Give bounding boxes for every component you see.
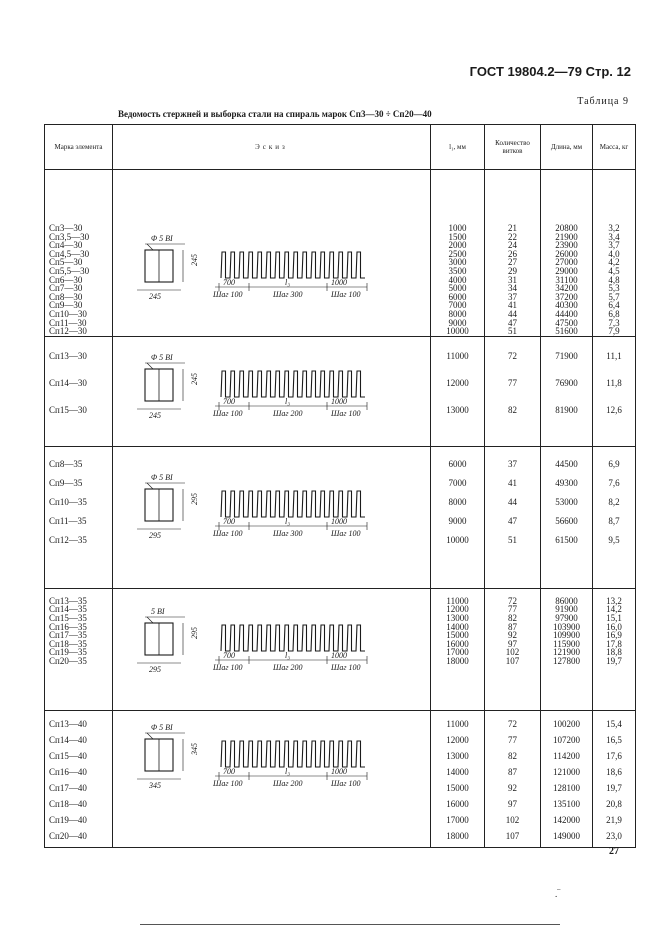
mass-value: 18,8 xyxy=(606,647,622,658)
mass-value: 16,9 xyxy=(606,630,622,641)
mass-value: 3,2 xyxy=(608,223,620,233)
sketch-cell xyxy=(113,446,431,588)
bar-diameter-label: 5 BI xyxy=(151,606,165,616)
turns-value: 82 xyxy=(508,612,517,623)
length-value: 97900 xyxy=(555,612,578,623)
l1-cell xyxy=(431,446,485,588)
mass-cell xyxy=(593,170,636,337)
length-value: 20800 xyxy=(555,223,578,233)
pitch-mid: Шаг 200 xyxy=(273,778,303,788)
l1-value: 10000 xyxy=(446,534,469,545)
mark-value: Сп13—40 xyxy=(49,718,87,729)
pitch-mid: Шаг 200 xyxy=(273,662,303,672)
mass-value: 16,0 xyxy=(606,621,622,632)
col-header-mark: Марка элемента xyxy=(45,125,113,170)
spiral-sketch xyxy=(113,447,431,587)
turns-value: 82 xyxy=(508,750,517,761)
mass-value: 4,8 xyxy=(608,274,620,285)
length-value: 29000 xyxy=(555,265,578,276)
cross-size-horizontal: 295 xyxy=(149,530,161,540)
turns-value: 92 xyxy=(508,630,517,641)
mass-value: 20,8 xyxy=(606,798,622,809)
turns-value: 44 xyxy=(508,308,517,319)
mark-value: Сп4,5—30 xyxy=(49,248,90,259)
mark-value: Сп13—35 xyxy=(49,595,87,606)
dim-mid: l₃ xyxy=(285,516,291,526)
mark-value: Сп7—30 xyxy=(49,283,83,294)
spiral-drawing xyxy=(221,491,365,517)
mass-value: 14,2 xyxy=(606,604,622,615)
l1-value: 15000 xyxy=(446,782,469,793)
l1-value: 3000 xyxy=(448,257,467,268)
length-value: 51600 xyxy=(555,326,578,337)
table-header-row xyxy=(45,125,636,170)
l1-value: 2000 xyxy=(448,240,467,251)
l1-cell xyxy=(431,588,485,710)
mass-value: 23,0 xyxy=(606,830,622,841)
turns-value: 102 xyxy=(505,814,520,825)
turns-value: 77 xyxy=(508,377,517,388)
dim-right: 1000 xyxy=(331,650,347,660)
sketch-cell xyxy=(113,588,431,710)
table-group-row xyxy=(45,170,636,337)
mass-value: 21,9 xyxy=(606,814,622,825)
l1-value: 3500 xyxy=(448,265,467,276)
mass-value: 17,8 xyxy=(606,638,622,649)
mark-value: Сп17—35 xyxy=(49,630,87,641)
turns-value: 92 xyxy=(508,782,517,793)
length-value: 71900 xyxy=(555,350,578,361)
spiral-sketch xyxy=(113,589,431,709)
mark-cell xyxy=(45,588,113,710)
mass-value: 8,2 xyxy=(608,496,620,507)
turns-value: 72 xyxy=(508,350,517,361)
dim-mid: l₃ xyxy=(285,396,291,406)
spiral-drawing xyxy=(221,741,365,767)
pitch-left: Шаг 100 xyxy=(213,778,243,788)
mark-value: Сп18—40 xyxy=(49,798,87,809)
mark-value: Сп13—30 xyxy=(49,350,87,361)
turns-value: 82 xyxy=(508,404,517,415)
dim-left: 700 xyxy=(223,766,235,776)
dim-right: 1000 xyxy=(331,278,347,287)
table-number: Таблица 9 xyxy=(577,96,629,107)
mark-value: Сп9—30 xyxy=(49,300,83,311)
dim-left: 700 xyxy=(223,516,235,526)
length-value: 115900 xyxy=(553,638,580,649)
turns-value: 26 xyxy=(508,248,517,259)
l1-cell xyxy=(431,710,485,847)
l1-cell xyxy=(431,170,485,337)
l1-value: 18000 xyxy=(446,655,469,666)
dim-left: 700 xyxy=(223,650,235,660)
length-cell xyxy=(541,446,593,588)
length-cell xyxy=(541,588,593,710)
l1-value: 13000 xyxy=(446,404,469,415)
mass-value: 13,2 xyxy=(606,595,622,606)
page-number: 27 xyxy=(609,846,619,857)
dim-right: 1000 xyxy=(331,396,347,406)
length-value: 76900 xyxy=(555,377,578,388)
dim-right: 1000 xyxy=(331,516,347,526)
length-value: 44400 xyxy=(555,308,578,319)
mass-value: 3,7 xyxy=(608,240,620,251)
mass-value: 6,9 xyxy=(608,458,620,469)
length-value: 121000 xyxy=(553,766,580,777)
mass-value: 16,5 xyxy=(606,734,622,745)
mass-value: 6,4 xyxy=(608,300,620,311)
length-value: 56600 xyxy=(555,515,578,526)
length-value: 37200 xyxy=(555,291,578,302)
mark-value: Сп10—30 xyxy=(49,308,87,319)
l1-value: 8000 xyxy=(448,308,467,319)
cross-size-vertical: 245 xyxy=(190,372,199,385)
mass-value: 4,0 xyxy=(608,248,620,259)
mark-cell xyxy=(45,336,113,446)
pitch-right: Шаг 100 xyxy=(331,408,361,418)
length-value: 44500 xyxy=(555,458,578,469)
mark-value: Сп12—30 xyxy=(49,326,87,337)
pitch-left: Шаг 100 xyxy=(213,662,243,672)
mass-value: 3,4 xyxy=(608,231,620,242)
cross-size-horizontal: 345 xyxy=(149,780,161,790)
length-value: 34200 xyxy=(555,283,578,294)
mark-value: Сп16—40 xyxy=(49,766,87,777)
length-value: 26000 xyxy=(555,248,578,259)
mark-value: Сп11—35 xyxy=(49,515,87,526)
length-value: 135100 xyxy=(553,798,580,809)
pitch-left: Шаг 100 xyxy=(213,528,243,538)
mass-cell xyxy=(593,446,636,588)
length-value: 31100 xyxy=(555,274,578,285)
length-value: 86000 xyxy=(555,595,578,606)
cross-size-vertical: 295 xyxy=(190,626,199,639)
l1-value: 13000 xyxy=(446,750,469,761)
mass-value: 7,9 xyxy=(608,326,620,337)
l1-value: 11000 xyxy=(446,595,469,606)
mark-value: Сп20—40 xyxy=(49,830,87,841)
steel-table xyxy=(44,124,636,848)
l1-value: 1500 xyxy=(448,231,467,242)
turns-cell xyxy=(485,710,541,847)
mark-value: Сп3,5—30 xyxy=(49,231,90,242)
l1-value: 13000 xyxy=(446,612,469,623)
mark-value: Сп18—35 xyxy=(49,638,87,649)
mark-value: Сп15—30 xyxy=(49,404,87,415)
mark-value: Сп8—35 xyxy=(49,458,83,469)
pitch-right: Шаг 100 xyxy=(331,662,361,672)
length-value: 81900 xyxy=(555,404,578,415)
table-group-row xyxy=(45,336,636,446)
mark-value: Сп4—30 xyxy=(49,240,83,251)
l1-value: 1000 xyxy=(448,223,467,233)
l1-value: 16000 xyxy=(446,798,469,809)
col-header-sketch: Эскиз xyxy=(113,125,431,170)
turns-value: 107 xyxy=(505,655,520,666)
mark-cell xyxy=(45,710,113,847)
table-title: Ведомость стержней и выборка стали на спираль марок Сп3—30 ÷ Сп20—40 xyxy=(118,109,432,119)
mark-value: Сп19—35 xyxy=(49,647,87,658)
length-value: 149000 xyxy=(553,830,580,841)
bar-diameter-label: Φ 5 BI xyxy=(151,722,173,732)
cross-size-horizontal: 245 xyxy=(149,410,161,420)
mark-value: Сп11—30 xyxy=(49,317,87,328)
length-cell xyxy=(541,336,593,446)
mass-cell xyxy=(593,588,636,710)
mark-value: Сп9—35 xyxy=(49,477,83,488)
length-value: 27000 xyxy=(555,257,578,268)
l1-value: 18000 xyxy=(446,830,469,841)
table-group-row xyxy=(45,446,636,588)
cross-size-horizontal: 295 xyxy=(149,664,161,674)
l1-value: 5000 xyxy=(448,283,467,294)
mass-value: 11,8 xyxy=(606,377,622,388)
mark-value: Сп12—35 xyxy=(49,534,87,545)
l1-value: 6000 xyxy=(448,458,467,469)
mark-value: Сп8—30 xyxy=(49,291,83,302)
turns-value: 51 xyxy=(508,534,517,545)
bar-diameter-label: Φ 5 BI xyxy=(151,472,173,482)
length-value: 114200 xyxy=(553,750,580,761)
mark-value: Сп19—40 xyxy=(49,814,87,825)
turns-value: 37 xyxy=(508,458,517,469)
length-value: 23900 xyxy=(555,240,578,251)
l1-value: 7000 xyxy=(448,300,467,311)
mass-cell xyxy=(593,336,636,446)
mass-value: 11,1 xyxy=(606,350,622,361)
l1-value: 12000 xyxy=(446,377,469,388)
turns-value: 27 xyxy=(508,257,517,268)
col-header-l1: l₁, мм xyxy=(431,125,485,170)
l1-value: 4000 xyxy=(448,274,467,285)
turns-value: 41 xyxy=(508,300,517,311)
turns-value: 87 xyxy=(508,766,517,777)
l1-cell xyxy=(431,336,485,446)
pitch-right: Шаг 100 xyxy=(331,528,361,538)
mark-value: Сп20—35 xyxy=(49,655,87,666)
pitch-right: Шаг 100 xyxy=(331,778,361,788)
mass-value: 12,6 xyxy=(606,404,622,415)
mass-value: 19,7 xyxy=(606,655,622,666)
mass-value: 4,2 xyxy=(608,257,620,268)
table-group-row xyxy=(45,710,636,847)
spiral-sketch xyxy=(113,337,431,445)
cross-size-vertical: 345 xyxy=(190,742,199,755)
length-value: 103900 xyxy=(553,621,580,632)
mass-value: 5,7 xyxy=(608,291,620,302)
spiral-sketch xyxy=(113,711,431,834)
l1-value: 17000 xyxy=(446,814,469,825)
turns-value: 47 xyxy=(508,317,517,328)
turns-value: 41 xyxy=(508,477,517,488)
pitch-right: Шаг 100 xyxy=(331,290,361,299)
l1-value: 11000 xyxy=(446,350,469,361)
mark-value: Сп14—35 xyxy=(49,604,87,615)
mark-value: Сп15—40 xyxy=(49,750,87,761)
mark-cell xyxy=(45,446,113,588)
length-value: 142000 xyxy=(553,814,580,825)
turns-value: 107 xyxy=(505,830,520,841)
turns-value: 72 xyxy=(508,595,517,606)
length-cell xyxy=(541,710,593,847)
mass-cell xyxy=(593,710,636,847)
turns-value: 24 xyxy=(508,240,517,251)
mass-value: 17,6 xyxy=(606,750,622,761)
pitch-mid: Шаг 200 xyxy=(273,408,303,418)
length-value: 109900 xyxy=(553,630,580,641)
length-value: 128100 xyxy=(553,782,580,793)
col-header-length: Длина, мм xyxy=(541,125,593,170)
mass-value: 19,7 xyxy=(606,782,622,793)
length-value: 47500 xyxy=(555,317,578,328)
turns-cell xyxy=(485,336,541,446)
turns-value: 21 xyxy=(508,223,517,233)
length-value: 91900 xyxy=(555,604,578,615)
turns-value: 37 xyxy=(508,291,517,302)
l1-value: 11000 xyxy=(446,718,469,729)
sketch-cell xyxy=(113,336,431,446)
cross-size-vertical: 245 xyxy=(190,254,199,266)
dim-right: 1000 xyxy=(331,766,347,776)
mass-value: 4,5 xyxy=(608,265,620,276)
mass-value: 8,7 xyxy=(608,515,620,526)
mark-cell xyxy=(45,170,113,337)
pitch-left: Шаг 100 xyxy=(213,290,243,299)
turns-value: 97 xyxy=(508,638,517,649)
bottom-rule xyxy=(140,924,560,925)
turns-value: 77 xyxy=(508,734,517,745)
length-value: 127800 xyxy=(553,655,580,666)
mark-value: Сп14—40 xyxy=(49,734,87,745)
length-value: 121900 xyxy=(553,647,580,658)
mass-value: 15,4 xyxy=(606,718,622,729)
l1-value: 8000 xyxy=(448,496,467,507)
turns-cell xyxy=(485,446,541,588)
document-code: ГОСТ 19804.2—79 Стр. 12 xyxy=(469,64,631,79)
col-header-turns: Количество витков xyxy=(485,125,541,170)
l1-value: 12000 xyxy=(446,604,469,615)
turns-value: 34 xyxy=(508,283,517,294)
mass-value: 9,5 xyxy=(608,534,620,545)
turns-cell xyxy=(485,170,541,337)
sketch-cell xyxy=(113,710,431,847)
sketch-cell xyxy=(113,170,431,337)
mark-value: Сп14—30 xyxy=(49,377,87,388)
pitch-mid: Шаг 300 xyxy=(273,528,303,538)
mark-value: Сп10—35 xyxy=(49,496,87,507)
mark-value: Сп15—35 xyxy=(49,612,87,623)
bar-diameter-label: Φ 5 BI xyxy=(151,234,173,243)
mass-value: 7,6 xyxy=(608,477,620,488)
mass-value: 7,3 xyxy=(608,317,620,328)
pitch-left: Шаг 100 xyxy=(213,408,243,418)
l1-value: 15000 xyxy=(446,630,469,641)
mark-value: Сп5,5—30 xyxy=(49,265,90,276)
mark-value: Сп16—35 xyxy=(49,621,87,632)
l1-value: 14000 xyxy=(446,766,469,777)
turns-value: 29 xyxy=(508,265,517,276)
mark-value: Сп17—40 xyxy=(49,782,87,793)
l1-value: 9000 xyxy=(448,515,467,526)
mark-value: Сп5—30 xyxy=(49,257,83,268)
l1-value: 2500 xyxy=(448,248,467,259)
length-value: 40300 xyxy=(555,300,578,311)
l1-value: 9000 xyxy=(448,317,467,328)
spiral-drawing xyxy=(221,252,365,278)
scan-mark: .‾ xyxy=(555,889,561,899)
turns-value: 44 xyxy=(508,496,517,507)
turns-cell xyxy=(485,588,541,710)
turns-value: 47 xyxy=(508,515,517,526)
length-value: 21900 xyxy=(555,231,578,242)
mass-value: 5,3 xyxy=(608,283,620,294)
dim-mid: l₃ xyxy=(285,766,291,776)
length-value: 100200 xyxy=(553,718,580,729)
l1-value: 12000 xyxy=(446,734,469,745)
mass-value: 15,1 xyxy=(606,612,622,623)
turns-value: 87 xyxy=(508,621,517,632)
turns-value: 22 xyxy=(508,231,517,242)
length-value: 53000 xyxy=(555,496,578,507)
table-group-row xyxy=(45,588,636,710)
dim-mid: l₃ xyxy=(285,278,291,287)
pitch-mid: Шаг 300 xyxy=(273,290,303,299)
col-header-mass: Масса, кг xyxy=(593,125,636,170)
turns-value: 102 xyxy=(505,647,520,658)
spiral-drawing xyxy=(221,371,365,397)
l1-value: 10000 xyxy=(446,326,469,337)
turns-value: 51 xyxy=(508,326,517,337)
l1-value: 16000 xyxy=(446,638,469,649)
turns-value: 72 xyxy=(508,718,517,729)
cross-size-vertical: 295 xyxy=(190,492,199,505)
mass-value: 6,8 xyxy=(608,308,620,319)
l1-value: 14000 xyxy=(446,621,469,632)
length-value: 49300 xyxy=(555,477,578,488)
l1-value: 17000 xyxy=(446,647,469,658)
spiral-drawing xyxy=(221,625,365,651)
length-value: 107200 xyxy=(553,734,580,745)
l1-value: 6000 xyxy=(448,291,467,302)
cross-size-horizontal: 245 xyxy=(149,292,161,301)
mass-value: 18,6 xyxy=(606,766,622,777)
dim-left: 700 xyxy=(223,396,235,406)
turns-value: 77 xyxy=(508,604,517,615)
length-cell xyxy=(541,170,593,337)
spiral-sketch xyxy=(113,170,431,321)
l1-value: 7000 xyxy=(448,477,467,488)
turns-value: 31 xyxy=(508,274,517,285)
dim-mid: l₃ xyxy=(285,650,291,660)
mark-value: Сп3—30 xyxy=(49,223,83,233)
mark-value: Сп6—30 xyxy=(49,274,83,285)
length-value: 61500 xyxy=(555,534,578,545)
dim-left: 700 xyxy=(223,278,235,287)
turns-value: 97 xyxy=(508,798,517,809)
bar-diameter-label: Φ 5 BI xyxy=(151,352,173,362)
